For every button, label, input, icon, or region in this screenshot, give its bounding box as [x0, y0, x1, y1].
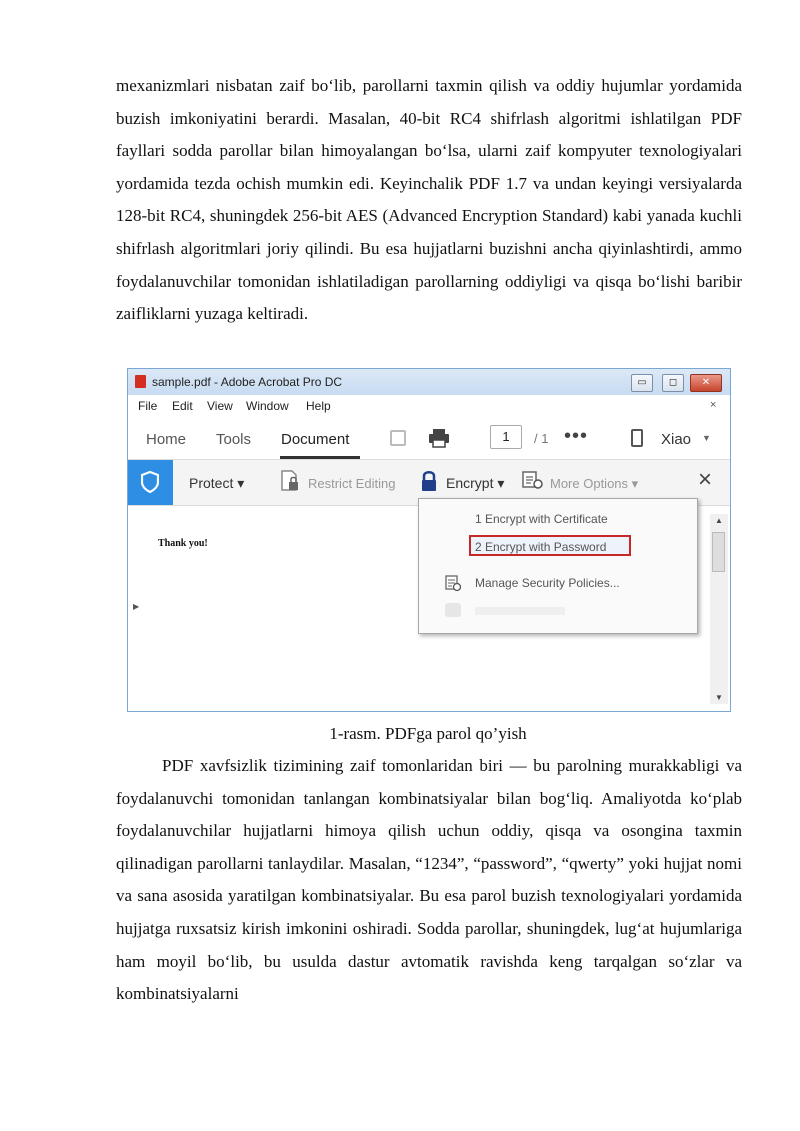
more-options-menu[interactable]: More Options ▾	[550, 476, 639, 491]
disabled-item	[475, 607, 565, 615]
vertical-scrollbar[interactable]	[710, 514, 728, 704]
more-tools-icon[interactable]: •••	[564, 425, 589, 447]
chevron-down-icon[interactable]: ▼	[702, 433, 711, 443]
window-title: sample.pdf - Adobe Acrobat Pro DC	[152, 375, 343, 389]
window-titlebar	[128, 369, 730, 395]
maximize-button[interactable]: ◻	[662, 374, 684, 392]
scroll-up-icon[interactable]: ▲	[715, 516, 723, 525]
print-icon[interactable]	[428, 428, 450, 448]
protect-menu[interactable]: Protect ▾	[189, 475, 245, 491]
menu-bar	[128, 395, 730, 417]
disabled-item-icon	[445, 603, 461, 617]
tab-home[interactable]: Home	[146, 431, 187, 448]
scroll-thumb[interactable]	[712, 532, 725, 572]
encrypt-dropdown	[418, 498, 698, 634]
manage-security-policies[interactable]: Manage Security Policies...	[475, 576, 620, 590]
lock-icon	[421, 470, 437, 492]
pdf-file-icon	[135, 375, 146, 388]
close-toolbar-icon[interactable]: ×	[698, 466, 713, 493]
figure-caption: 1-rasm. PDFga parol qo’yish	[329, 724, 527, 743]
page-count: / 1	[534, 431, 549, 446]
restrict-editing-button[interactable]: Restrict Editing	[308, 476, 396, 491]
more-options-icon	[522, 470, 544, 490]
page-number-input[interactable]: 1	[490, 425, 522, 449]
protect-tool-tile[interactable]	[128, 460, 173, 505]
scroll-down-icon[interactable]: ▼	[715, 693, 723, 702]
user-name[interactable]: Xiao	[661, 431, 692, 448]
shield-icon	[141, 471, 159, 493]
save-icon[interactable]	[390, 430, 406, 446]
restrict-editing-icon	[280, 470, 300, 492]
encrypt-with-certificate[interactable]: 1 Encrypt with Certificate	[475, 512, 608, 526]
body-paragraph-1: mexanizmlari nisbatan zaif bo‘lib, parollarni taxmin qilish va oddiy hujumlar yordamida buzish imkoniyatini berardi. Masalan, 40-bit RC4 shifrlash algoritmi ishlatilgan PDF fayllari sodda parollar bilan himoyalangan bo‘lsa, ularni zaif kompyuter texnologiyalari yordamida tezda ochish mumkin edi. Keyinchalik PDF 1.7 va undan keyingi versiyalarda 128-bit RC4, shuningdek 256-bit AES (Advanced Encryption Standard) kabi yanada kuchli shifrlash algoritmlari joriy qilindi. Bu esa hujjatlarni buzishni ancha qiyinlashtirdi, ammo foydalanuvchilar tomonidan ishlatiladigan parollarning oddiyligi va qisqa bo‘lishi baribir zaifliklarni yuzaga keltiradi.	[116, 76, 742, 324]
acrobat-screenshot	[127, 368, 731, 712]
encrypt-with-password[interactable]: 2 Encrypt with Password	[475, 540, 607, 554]
tab-document[interactable]: Document	[281, 431, 350, 448]
tab-tools[interactable]: Tools	[216, 431, 252, 448]
minimize-button[interactable]: ▭	[631, 374, 653, 392]
security-policies-icon	[445, 575, 461, 591]
panel-expand-icon[interactable]: ▶	[133, 602, 140, 611]
mobile-link-icon[interactable]	[631, 429, 643, 447]
document-text: Thank you!	[158, 538, 208, 549]
body-paragraph-2: PDF xavfsizlik tizimining zaif tomonlaridan biri — bu parolning murakkabligi va foydalanuvchi tomonidan tanlangan kombinatsiyalar bilan bog‘liq. Amaliyotda ko‘plab foydalanuvchilar hujjatlarni himoya qilish uchun oddiy, qisqa va osongina taxmin qilinadigan parollarni tanlaydilar. Masalan, “1234”, “password”, “qwerty” yoki hujjat nomi va sana asosida yaratilgan kombinatsiyalar. Bu esa parol buzish texnologiyalari yordamida hujjatga ruxsatsiz kirish imkonini oshiradi. Sodda parollar, shuningdek, lug‘at hujumlariga ham moyil bo‘lib, bu usulda dastur avtomatik ravishda keng tarqalgan so‘zlar va kombinatsiyalarni	[116, 756, 742, 1004]
menu-window[interactable]: Window	[246, 399, 289, 413]
menu-edit[interactable]: Edit	[172, 399, 193, 413]
encrypt-menu[interactable]: Encrypt ▾	[446, 475, 505, 491]
menu-help[interactable]: Help	[306, 399, 331, 413]
window-close-button[interactable]: ✕	[690, 374, 722, 392]
menu-close-icon[interactable]: ×	[710, 399, 717, 411]
top-nav	[128, 417, 730, 459]
menu-file[interactable]: File	[138, 399, 158, 413]
menu-view[interactable]: View	[207, 399, 233, 413]
